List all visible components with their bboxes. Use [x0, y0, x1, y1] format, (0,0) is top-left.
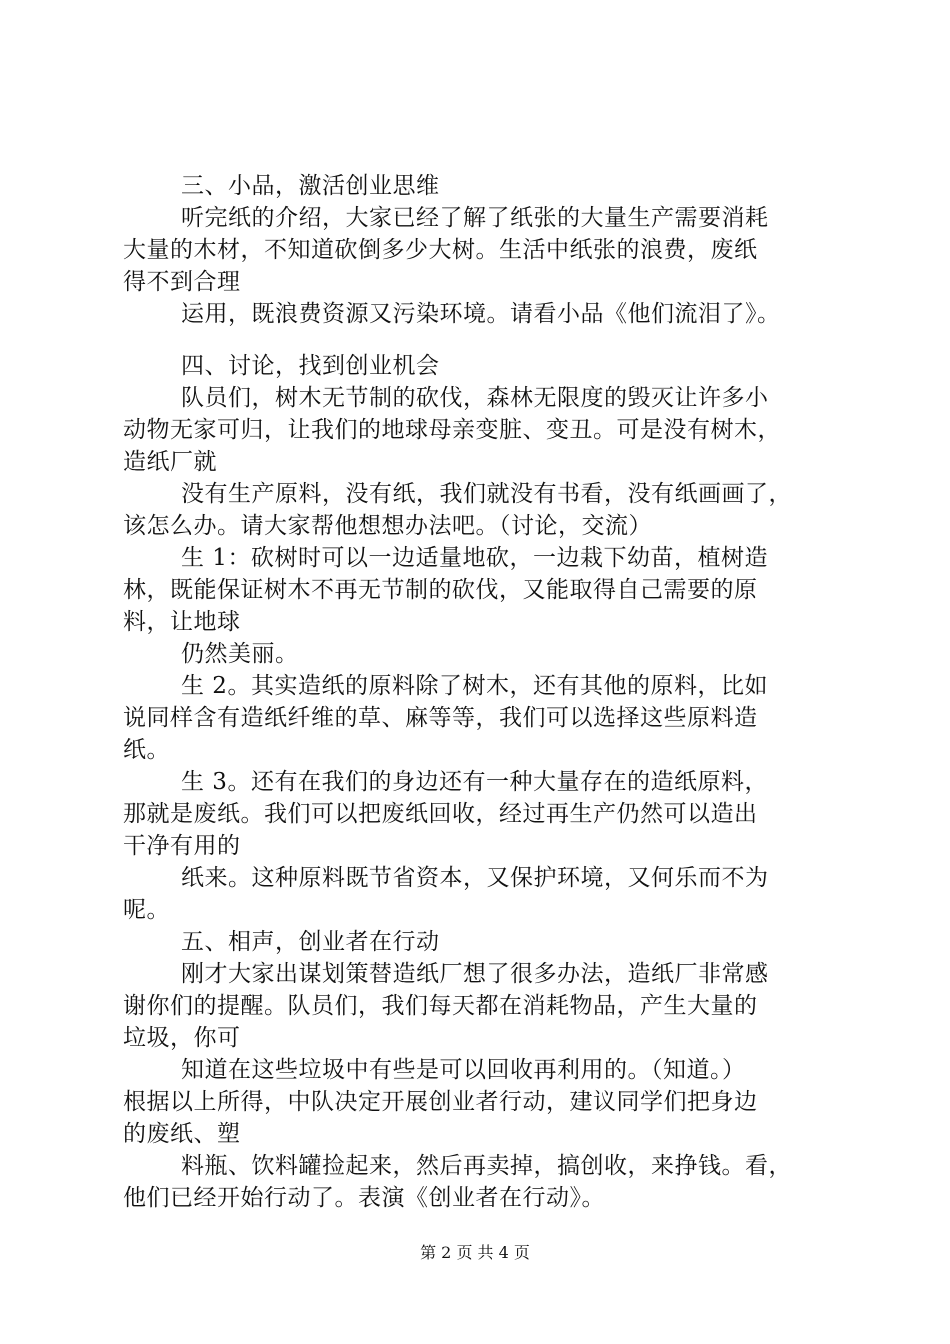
- paragraph-line: 生 3。还有在我们的身边还有一种大量存在的造纸原料，: [181, 769, 768, 795]
- paragraph-line: 没有生产原料，没有纸，我们就没有书看，没有纸画画了，: [181, 481, 792, 507]
- paragraph-line: 得不到合理: [123, 269, 241, 295]
- paragraph-line: 仍然美丽。: [181, 641, 299, 667]
- paragraph-line: 纸。: [123, 737, 170, 763]
- paragraph-line: 生 2。其实造纸的原料除了树木，还有其他的原料，比如: [181, 673, 768, 699]
- document-body: [123, 170, 843, 1214]
- paragraph-line: 料，让地球: [123, 609, 241, 635]
- paragraph-line: 动物无家可归，让我们的地球母亲变脏、变丑。可是没有树木，: [123, 417, 781, 443]
- section-heading-5: 五、相声，创业者在行动: [181, 929, 440, 955]
- page-number-footer: 第 2 页 共 4 页: [420, 1243, 530, 1262]
- paragraph-line: 生 1：砍树时可以一边适量地砍，一边栽下幼苗，植树造: [181, 545, 768, 571]
- paragraph-line: 呢。: [123, 897, 170, 923]
- paragraph-line: 听完纸的介绍，大家已经了解了纸张的大量生产需要消耗: [181, 205, 769, 231]
- paragraph-line: 的废纸、塑: [123, 1121, 241, 1147]
- paragraph-gap: [123, 330, 843, 350]
- paragraph-line: 谢你们的提醒。队员们，我们每天都在消耗物品，产生大量的: [123, 993, 758, 1019]
- paragraph-line: 该怎么办。请大家帮他想想办法吧。（讨论，交流）: [123, 513, 652, 539]
- paragraph-line: 料瓶、饮料罐捡起来，然后再卖掉，搞创收，来挣钱。看，: [181, 1153, 792, 1179]
- paragraph-line: 干净有用的: [123, 833, 241, 859]
- section-heading-3: 三、小品，激活创业思维: [181, 173, 440, 199]
- paragraph-line: 根据以上所得，中队决定开展创业者行动，建议同学们把身边: [123, 1089, 758, 1115]
- paragraph-line: 队员们，树木无节制的砍伐，森林无限度的毁灭让许多小: [181, 385, 769, 411]
- paragraph-line: 知道在这些垃圾中有些是可以回收再利用的。（知道。）: [181, 1057, 746, 1083]
- paragraph-line: 刚才大家出谋划策替造纸厂想了很多办法，造纸厂非常感: [181, 961, 769, 987]
- paragraph-line: 他们已经开始行动了。表演《创业者在行动》。: [123, 1185, 605, 1211]
- paragraph-line: 造纸厂就: [123, 449, 217, 475]
- paragraph-line: 大量的木材，不知道砍倒多少大树。生活中纸张的浪费，废纸: [123, 237, 758, 263]
- paragraph-line: 说同样含有造纸纤维的草、麻等等，我们可以选择这些原料造: [123, 705, 758, 731]
- paragraph-line: 那就是废纸。我们可以把废纸回收，经过再生产仍然可以造出: [123, 801, 758, 827]
- paragraph-line: 垃圾，你可: [123, 1025, 241, 1051]
- section-heading-4: 四、讨论，找到创业机会: [181, 353, 440, 379]
- paragraph-line: 运用，既浪费资源又污染环境。请看小品《他们流泪了》。: [181, 301, 781, 327]
- paragraph-line: 纸来。这种原料既节省资本，又保护环境，又何乐而不为: [181, 865, 769, 891]
- paragraph-line: 林，既能保证树木不再无节制的砍伐，又能取得自己需要的原: [123, 577, 758, 603]
